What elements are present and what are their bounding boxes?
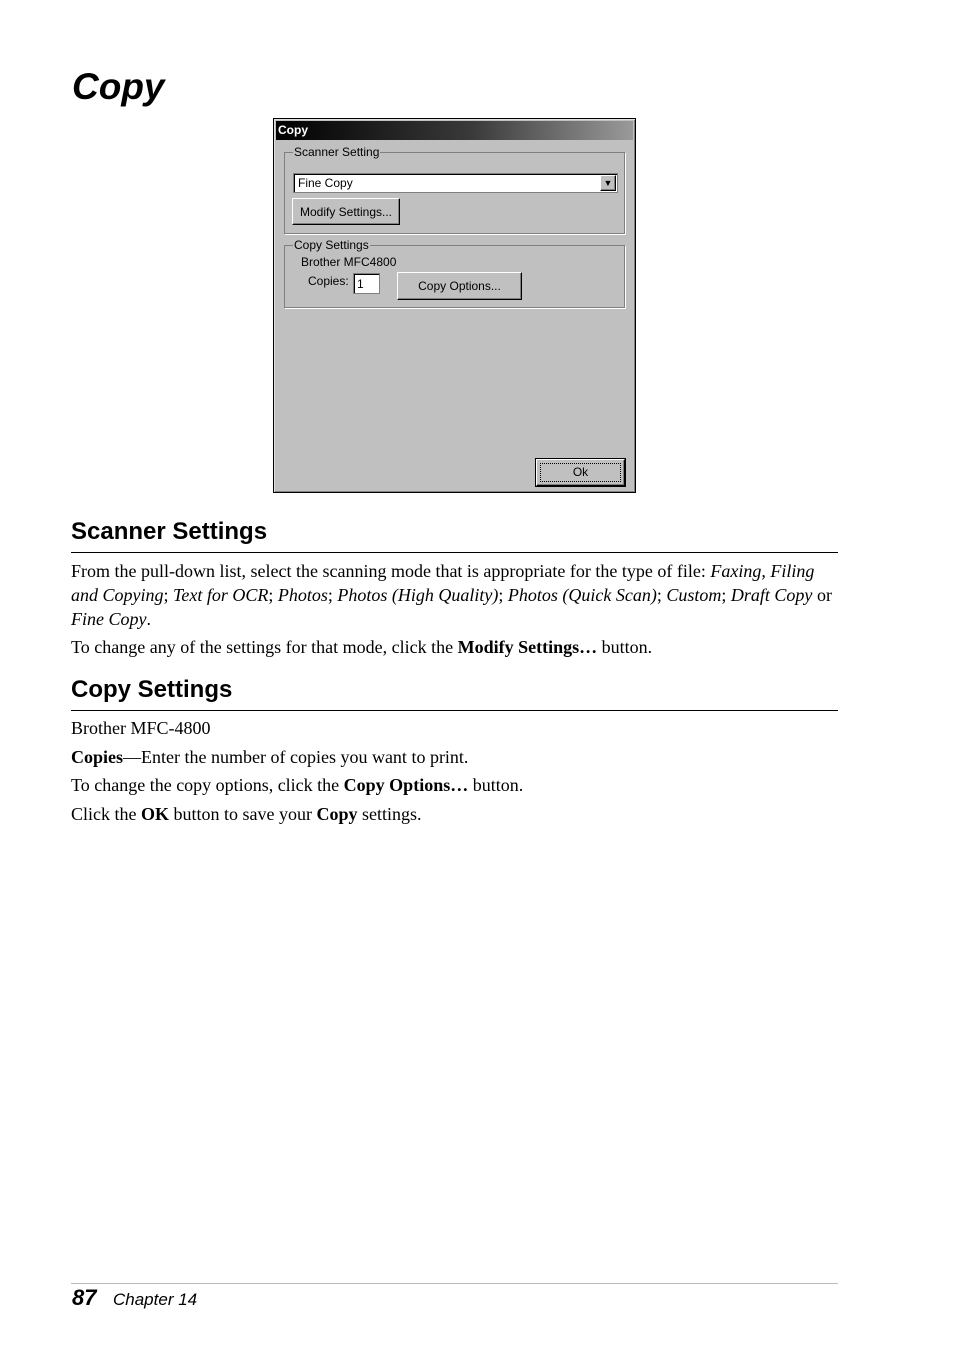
separator: ; bbox=[163, 585, 174, 605]
footer-divider bbox=[71, 1283, 838, 1284]
dialog-title: Copy bbox=[278, 123, 308, 137]
mode-name: Draft Copy bbox=[730, 585, 813, 605]
copy-settings-group bbox=[284, 238, 625, 308]
modify-settings-paragraph bbox=[71, 635, 836, 659]
dropdown-arrow-icon[interactable]: ▼ bbox=[600, 175, 616, 191]
copy-settings-label: Copy Settings bbox=[294, 238, 369, 252]
paragraph-text: To change any of the settings for that mode, click the bbox=[71, 637, 458, 657]
term: Copy bbox=[316, 804, 358, 824]
term: Copies bbox=[71, 747, 124, 767]
separator: ; bbox=[721, 585, 731, 605]
paragraph-text: —Enter the number of copies you want to print. bbox=[123, 747, 469, 767]
mode-name: Photos (Quick Scan) bbox=[507, 585, 657, 605]
scanner-settings-heading: Scanner Settings bbox=[71, 517, 838, 553]
mode-name: Custom bbox=[666, 585, 722, 605]
scanner-modes-paragraph bbox=[71, 559, 836, 631]
paragraph-text: To change the copy options, click the bbox=[71, 775, 344, 795]
copy-dialog bbox=[273, 118, 636, 493]
copies-input[interactable] bbox=[353, 273, 380, 294]
scanner-setting-group bbox=[284, 145, 625, 234]
copies-paragraph bbox=[71, 745, 836, 769]
separator: ; bbox=[268, 585, 278, 605]
paragraph-text: Click the bbox=[71, 804, 141, 824]
printer-model: Brother MFC4800 bbox=[301, 255, 397, 269]
scan-mode-select[interactable] bbox=[293, 173, 618, 193]
page-title: Copy bbox=[72, 66, 165, 107]
page-number: 87 bbox=[72, 1285, 97, 1310]
button-reference: Copy Options… bbox=[343, 775, 469, 795]
paragraph-text: or bbox=[812, 585, 832, 605]
paragraph-text: button. bbox=[468, 775, 524, 795]
copy-options-paragraph bbox=[71, 773, 836, 797]
chapter-label: Chapter 14 bbox=[113, 1290, 198, 1309]
mode-name: Faxing, Filing and Copying bbox=[71, 561, 815, 605]
mode-name: Fine Copy bbox=[71, 609, 147, 629]
ok-paragraph bbox=[71, 802, 836, 826]
separator: ; bbox=[327, 585, 338, 605]
paragraph-text: . bbox=[146, 609, 151, 629]
button-reference: OK bbox=[141, 804, 170, 824]
mode-name: Photos (High Quality) bbox=[337, 585, 499, 605]
separator: ; bbox=[656, 585, 667, 605]
paragraph-text: button to save your bbox=[169, 804, 317, 824]
copy-options-button[interactable]: Copy Options... bbox=[397, 272, 522, 300]
paragraph-text: settings. bbox=[357, 804, 422, 824]
mode-name: Text for OCR bbox=[173, 585, 269, 605]
paragraph-text: From the pull-down list, select the scanning mode that is appropriate for the type of file: bbox=[71, 561, 711, 581]
modify-settings-button[interactable]: Modify Settings... bbox=[292, 198, 400, 225]
mode-name: Photos bbox=[277, 585, 328, 605]
ok-button[interactable]: Ok bbox=[536, 459, 625, 486]
paragraph-text: button. bbox=[597, 637, 653, 657]
copies-label: Copies: bbox=[308, 274, 349, 288]
scanner-setting-label: Scanner Setting bbox=[294, 145, 380, 159]
scan-mode-value: Fine Copy bbox=[298, 176, 353, 190]
model-paragraph: Brother MFC-4800 bbox=[71, 718, 211, 738]
separator: ; bbox=[498, 585, 508, 605]
copy-settings-heading: Copy Settings bbox=[71, 675, 838, 711]
button-reference: Modify Settings… bbox=[457, 637, 598, 657]
dialog-title-bar[interactable] bbox=[276, 121, 633, 140]
